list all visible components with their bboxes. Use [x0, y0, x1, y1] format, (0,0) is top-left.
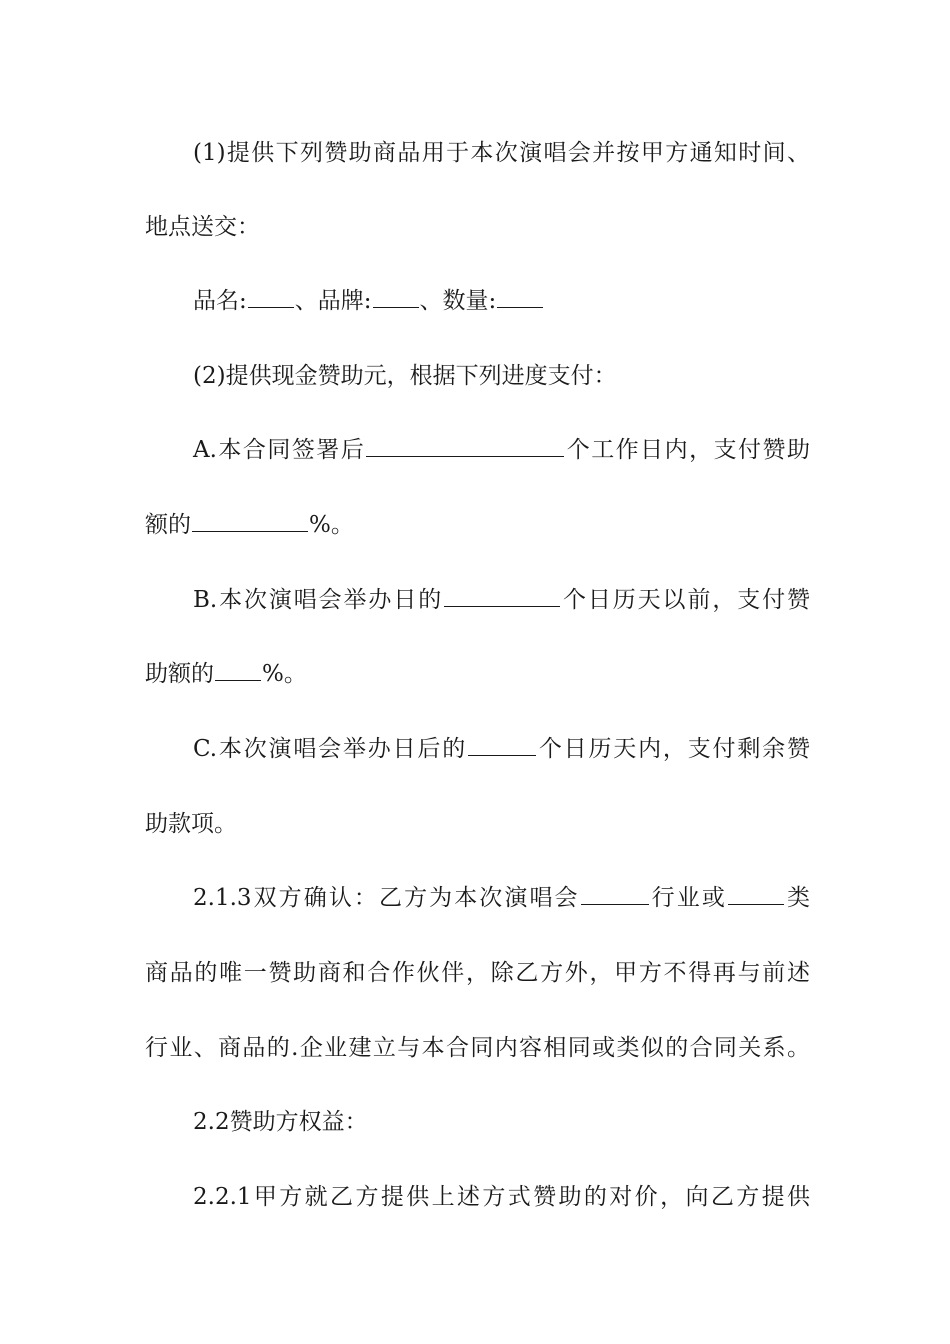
blank-calendar-days-b [444, 586, 560, 607]
text: 个工作日内，支付赞助 [565, 437, 811, 463]
text: 行业或 [649, 885, 727, 911]
text: 2.2.1甲方就乙方提供上述方式赞助的对价，向乙方提供 [193, 1184, 810, 1210]
quantity-label: 、数量: [419, 288, 497, 314]
text: 2.2赞助方权益： [193, 1109, 368, 1135]
paragraph-213-line-3 [145, 1033, 810, 1063]
text: (2)提供现金赞助元，根据下列进度支付： [193, 363, 617, 389]
paragraph-b-line-2 [145, 659, 810, 689]
text: (1)提供下列赞助商品用于本次演唱会并按甲方通知时间、 [193, 140, 810, 166]
blank-percent-b [215, 660, 261, 681]
paragraph-213-line-2 [145, 958, 810, 988]
text: C.本次演唱会举办日后的 [193, 736, 468, 762]
paragraph-a-line-1 [193, 435, 810, 465]
paragraph-221-line-1 [193, 1182, 810, 1212]
text: 助额的 [145, 661, 214, 687]
paragraph-1-line-1 [193, 138, 810, 168]
paragraph-c-line-1 [193, 734, 810, 764]
brand-blank [373, 287, 419, 308]
product-name-label: 品名: [193, 288, 247, 314]
text: 额的 [145, 512, 191, 538]
paragraph-cash [193, 361, 810, 391]
text: A.本合同签署后 [193, 437, 366, 463]
text: 个日历天以前，支付赞 [561, 587, 811, 613]
text: 个日历天内，支付剩余赞 [537, 736, 810, 762]
text: %。 [262, 661, 307, 687]
blank-calendar-days-c [468, 735, 536, 756]
brand-label: 、品牌: [294, 288, 372, 314]
text: %。 [309, 512, 354, 538]
text: B.本次演唱会举办日的 [193, 587, 444, 613]
blank-industry [581, 884, 649, 905]
product-name-blank [248, 287, 294, 308]
blank-percent-a [192, 511, 308, 532]
text: 商品的唯一赞助商和合作伙伴，除乙方外，甲方不得再与前述 [145, 960, 810, 986]
blank-category [728, 884, 784, 905]
paragraph-213-line-1 [193, 883, 810, 913]
paragraph-product-fields [193, 286, 810, 316]
blank-working-days [366, 436, 564, 457]
quantity-blank [497, 287, 543, 308]
text: 地点送交： [145, 214, 260, 240]
text: 类 [784, 885, 810, 911]
text: 助款项。 [145, 811, 237, 837]
paragraph-a-line-2 [145, 510, 810, 540]
text: 行业、商品的.企业建立与本合同内容相同或类似的合同关系。 [145, 1035, 810, 1061]
section-22-heading [193, 1107, 810, 1137]
paragraph-c-line-2 [145, 809, 810, 839]
paragraph-1-line-2 [145, 212, 810, 242]
text: 2.1.3双方确认：乙方为本次演唱会 [193, 885, 580, 911]
paragraph-b-line-1 [193, 585, 810, 615]
